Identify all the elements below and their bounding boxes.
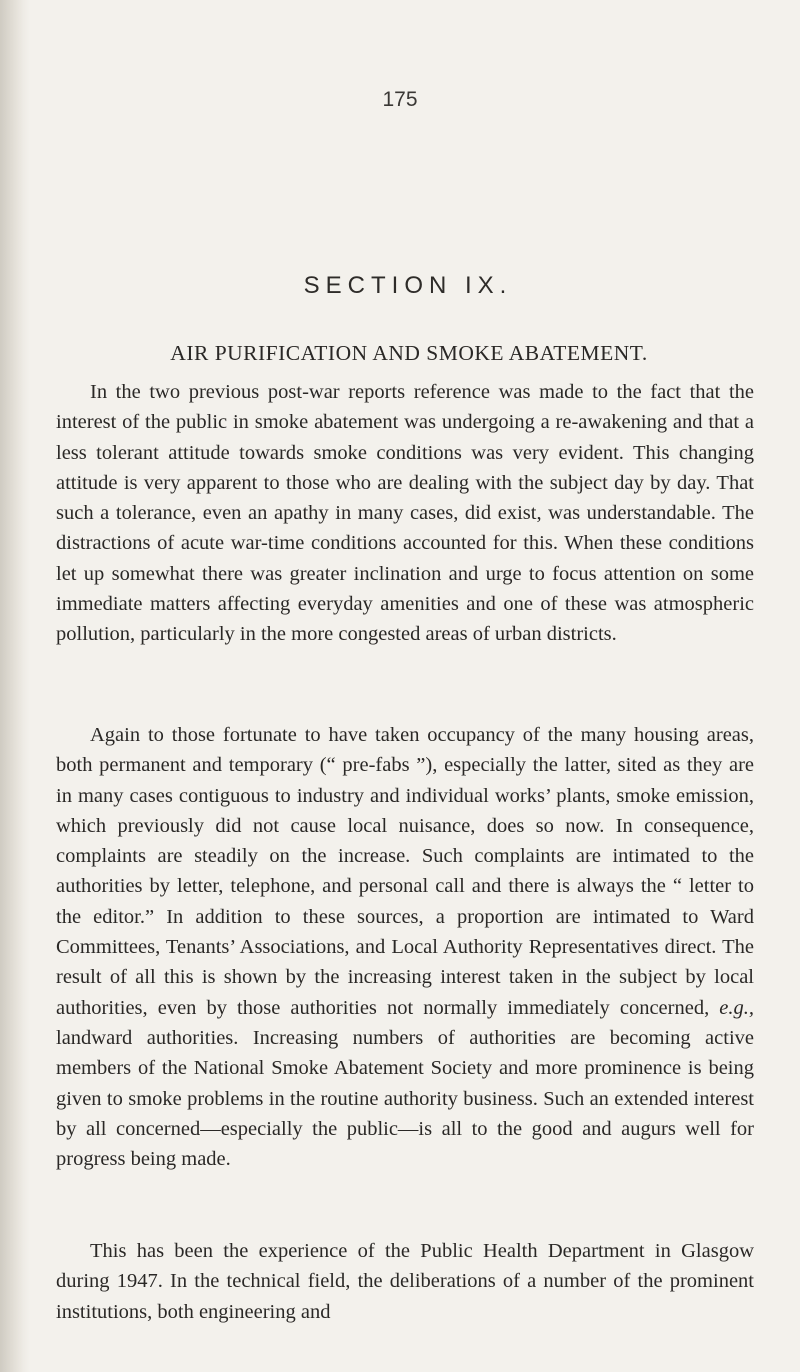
body-paragraph: This has been the experience of the Public Health Department in Glasgow during 1947. In the technical field, the deliberations of a number of the prominent institutions, both engineering and: [56, 1240, 754, 1323]
body-paragraph: [56, 720, 754, 1174]
page-binding-edge: [0, 0, 30, 1372]
abbreviation-eg: e.g.,: [719, 996, 754, 1019]
section-title: AIR PURIFICATION AND SMOKE ABATEMENT.: [170, 341, 648, 365]
paragraph-text: landward authorities. Increasing numbers of authorities are becoming active members of the National Smoke Abatement Society and more prominence is being given to smoke problems in the routine authority business. Such an extended interest by all concerned—especially the public—is all to the good and augurs well for progress being made.: [56, 1026, 754, 1171]
body-paragraph: In the two previous post-war reports reference was made to the fact that the interest of the public in smoke abatement was undergoing a re-awakening and that a less tolerant attitude towards smoke conditions was very evident. This changing attitude is very apparent to those who are dealing with the subject day by day. That such a tolerance, even an apathy in many cases, did exist, was understandable. The distractions of acute war-time conditions accounted for this. When these conditions let up somewhat there was greater inclination and urge to focus attention on some immediate matters affecting everyday amenities and one of these was atmospheric pollution, particularly in the more congested areas of urban districts.: [56, 381, 754, 646]
section-heading: SECTION IX.: [303, 272, 513, 299]
page-number: 175: [382, 88, 418, 111]
paragraph-text: Again to those fortunate to have taken occupancy of the many housing areas, both permanent and temporary (“ pre-fabs ”), especially the latter, sited as they are in many cases contiguous to industry and individual works’ plants, smoke emission, which previously did not cause local nuisance, does so now. In consequence, complaints are steadily on the increase. Such complaints are intimated to the authorities by letter, telephone, and personal call and there is always the “ letter to the editor.” In addition to these sources, a proportion are intimated to Ward Committees, Tenants’ Associations, and Local Authority Representatives direct. The result of all this is shown by the increasing interest taken in the subject by local authorities, even by those authorities not normally immediately concerned,: [56, 724, 754, 1019]
